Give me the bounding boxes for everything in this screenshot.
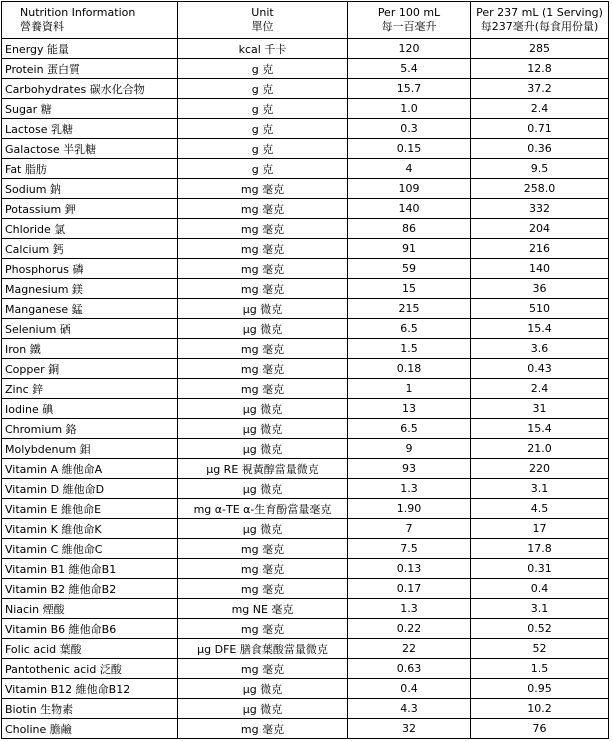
table-row: [2, 539, 609, 559]
table-row: [2, 579, 609, 599]
nutrient-name-cell: Sodium 鈉: [2, 179, 178, 199]
header-unit-en: Unit: [251, 6, 274, 19]
nutrient-name-cell: Iron 鐵: [2, 339, 178, 359]
header-unit: [178, 2, 348, 39]
table-row: [2, 119, 609, 139]
unit-cell: mg 毫克: [178, 219, 348, 239]
unit-cell: g 克: [178, 159, 348, 179]
per-serving-cell: 332: [471, 199, 609, 219]
per-serving-cell: 0.95: [471, 679, 609, 699]
table-row: [2, 159, 609, 179]
unit-cell: μg 微克: [178, 699, 348, 719]
table-row: [2, 679, 609, 699]
per-100ml-cell: 0.3: [348, 119, 471, 139]
per-100ml-cell: 0.63: [348, 659, 471, 679]
nutrient-name-cell: Choline 膽鹼: [2, 719, 178, 739]
table-row: [2, 439, 609, 459]
per-serving-cell: 3.1: [471, 599, 609, 619]
table-row: [2, 639, 609, 659]
table-row: [2, 179, 609, 199]
per-100ml-cell: 0.17: [348, 579, 471, 599]
nutrient-name-cell: Carbohydrates 碳水化合物: [2, 79, 178, 99]
unit-cell: μg 微克: [178, 679, 348, 699]
unit-cell: μg 微克: [178, 419, 348, 439]
header-per-100ml-en: Per 100 mL: [377, 6, 441, 19]
table-row: [2, 219, 609, 239]
per-100ml-cell: 93: [348, 459, 471, 479]
table-row: [2, 459, 609, 479]
per-serving-cell: 10.2: [471, 699, 609, 719]
per-100ml-cell: 0.18: [348, 359, 471, 379]
unit-cell: mg 毫克: [178, 619, 348, 639]
nutrient-name-cell: Phosphorus 磷: [2, 259, 178, 279]
nutrient-name-cell: Vitamin B6 維他命B6: [2, 619, 178, 639]
per-100ml-cell: 7: [348, 519, 471, 539]
unit-cell: mg 毫克: [178, 179, 348, 199]
table-row: [2, 359, 609, 379]
per-serving-cell: 0.43: [471, 359, 609, 379]
per-100ml-cell: 120: [348, 39, 471, 59]
table-row: [2, 479, 609, 499]
table-row: [2, 59, 609, 79]
nutrient-name-cell: Vitamin B12 維他命B12: [2, 679, 178, 699]
nutrient-name-cell: Fat 脂肪: [2, 159, 178, 179]
per-serving-cell: 0.36: [471, 139, 609, 159]
table-row: [2, 499, 609, 519]
unit-cell: μg RE 視黃醇當量微克: [178, 459, 348, 479]
nutrient-name-cell: Selenium 硒: [2, 319, 178, 339]
unit-cell: mg 毫克: [178, 719, 348, 739]
header-row: [2, 2, 609, 39]
unit-cell: g 克: [178, 99, 348, 119]
per-serving-cell: 0.4: [471, 579, 609, 599]
per-serving-cell: 258.0: [471, 179, 609, 199]
per-100ml-cell: 1.90: [348, 499, 471, 519]
per-100ml-cell: 140: [348, 199, 471, 219]
unit-cell: mg NE 毫克: [178, 599, 348, 619]
table-row: [2, 279, 609, 299]
table-row: [2, 299, 609, 319]
table-row: [2, 399, 609, 419]
nutrient-name-cell: Manganese 錳: [2, 299, 178, 319]
per-serving-cell: 17: [471, 519, 609, 539]
per-100ml-cell: 1.3: [348, 479, 471, 499]
nutrient-name-cell: Vitamin E 維他命E: [2, 499, 178, 519]
per-100ml-cell: 6.5: [348, 419, 471, 439]
per-100ml-cell: 1.5: [348, 339, 471, 359]
table-row: [2, 239, 609, 259]
unit-cell: kcal 千卡: [178, 39, 348, 59]
per-serving-cell: 31: [471, 399, 609, 419]
per-serving-cell: 37.2: [471, 79, 609, 99]
nutrient-name-cell: Vitamin D 維他命D: [2, 479, 178, 499]
per-100ml-cell: 86: [348, 219, 471, 239]
header-unit-zh: 單位: [251, 20, 274, 33]
per-serving-cell: 2.4: [471, 99, 609, 119]
table-row: [2, 659, 609, 679]
per-100ml-cell: 15: [348, 279, 471, 299]
table-row: [2, 199, 609, 219]
per-serving-cell: 216: [471, 239, 609, 259]
nutrient-name-cell: Lactose 乳糖: [2, 119, 178, 139]
table-row: [2, 519, 609, 539]
unit-cell: mg 毫克: [178, 239, 348, 259]
unit-cell: mg 毫克: [178, 379, 348, 399]
nutrient-name-cell: Potassium 鉀: [2, 199, 178, 219]
per-serving-cell: 15.4: [471, 319, 609, 339]
unit-cell: μg 微克: [178, 319, 348, 339]
per-serving-cell: 12.8: [471, 59, 609, 79]
table-row: [2, 699, 609, 719]
per-serving-cell: 204: [471, 219, 609, 239]
per-serving-cell: 17.8: [471, 539, 609, 559]
table-row: [2, 599, 609, 619]
per-100ml-cell: 0.13: [348, 559, 471, 579]
nutrient-name-cell: Folic acid 葉酸: [2, 639, 178, 659]
per-serving-cell: 52: [471, 639, 609, 659]
per-100ml-cell: 215: [348, 299, 471, 319]
per-serving-cell: 36: [471, 279, 609, 299]
nutrient-name-cell: Magnesium 鎂: [2, 279, 178, 299]
unit-cell: g 克: [178, 79, 348, 99]
per-100ml-cell: 15.7: [348, 79, 471, 99]
nutrient-name-cell: Pantothenic acid 泛酸: [2, 659, 178, 679]
unit-cell: g 克: [178, 119, 348, 139]
header-nutrient-en: Nutrition Information: [20, 6, 136, 19]
per-serving-cell: 0.31: [471, 559, 609, 579]
per-serving-cell: 3.1: [471, 479, 609, 499]
table-row: [2, 419, 609, 439]
per-serving-cell: 140: [471, 259, 609, 279]
table-row: [2, 319, 609, 339]
unit-cell: μg 微克: [178, 299, 348, 319]
nutrient-name-cell: Energy 能量: [2, 39, 178, 59]
table-row: [2, 379, 609, 399]
header-nutrient-zh: 營養資料: [20, 20, 64, 33]
nutrient-name-cell: Vitamin B2 維他命B2: [2, 579, 178, 599]
per-100ml-cell: 59: [348, 259, 471, 279]
nutrition-table: [1, 1, 609, 739]
unit-cell: μg 微克: [178, 479, 348, 499]
unit-cell: mg 毫克: [178, 659, 348, 679]
table-row: [2, 719, 609, 739]
unit-cell: mg 毫克: [178, 579, 348, 599]
per-100ml-cell: 32: [348, 719, 471, 739]
unit-cell: mg 毫克: [178, 539, 348, 559]
per-100ml-cell: 13: [348, 399, 471, 419]
nutrient-name-cell: Niacin 煙酸: [2, 599, 178, 619]
per-100ml-cell: 4: [348, 159, 471, 179]
per-100ml-cell: 0.15: [348, 139, 471, 159]
unit-cell: mg 毫克: [178, 259, 348, 279]
per-serving-cell: 510: [471, 299, 609, 319]
per-100ml-cell: 1: [348, 379, 471, 399]
per-serving-cell: 1.5: [471, 659, 609, 679]
nutrition-rows: [2, 39, 609, 739]
per-100ml-cell: 4.3: [348, 699, 471, 719]
nutrient-name-cell: Vitamin C 維他命C: [2, 539, 178, 559]
per-serving-cell: 0.71: [471, 119, 609, 139]
unit-cell: μg 微克: [178, 439, 348, 459]
nutrient-name-cell: Calcium 鈣: [2, 239, 178, 259]
header-nutrient: [2, 2, 178, 39]
per-100ml-cell: 22: [348, 639, 471, 659]
table-row: [2, 339, 609, 359]
unit-cell: mg 毫克: [178, 199, 348, 219]
per-100ml-cell: 0.4: [348, 679, 471, 699]
per-100ml-cell: 91: [348, 239, 471, 259]
header-per-serving-en: Per 237 mL (1 Serving): [476, 6, 603, 19]
table-row: [2, 259, 609, 279]
per-serving-cell: 21.0: [471, 439, 609, 459]
nutrient-name-cell: Vitamin B1 維他命B1: [2, 559, 178, 579]
per-serving-cell: 76: [471, 719, 609, 739]
per-serving-cell: 0.52: [471, 619, 609, 639]
nutrient-name-cell: Chromium 鉻: [2, 419, 178, 439]
nutrient-name-cell: Vitamin A 維他命A: [2, 459, 178, 479]
unit-cell: mg 毫克: [178, 359, 348, 379]
table-row: [2, 139, 609, 159]
nutrient-name-cell: Copper 銅: [2, 359, 178, 379]
per-serving-cell: 15.4: [471, 419, 609, 439]
per-100ml-cell: 5.4: [348, 59, 471, 79]
unit-cell: μg 微克: [178, 519, 348, 539]
nutrient-name-cell: Biotin 生物素: [2, 699, 178, 719]
per-100ml-cell: 109: [348, 179, 471, 199]
header-per-serving: [471, 2, 609, 39]
table-row: [2, 619, 609, 639]
per-100ml-cell: 7.5: [348, 539, 471, 559]
nutrient-name-cell: Chloride 氯: [2, 219, 178, 239]
per-100ml-cell: 0.22: [348, 619, 471, 639]
nutrient-name-cell: Sugar 糖: [2, 99, 178, 119]
per-serving-cell: 9.5: [471, 159, 609, 179]
per-100ml-cell: 9: [348, 439, 471, 459]
per-serving-cell: 285: [471, 39, 609, 59]
header-per-100ml-zh: 每一百毫升: [381, 20, 437, 33]
table-row: [2, 79, 609, 99]
table-row: [2, 559, 609, 579]
per-serving-cell: 4.5: [471, 499, 609, 519]
nutrient-name-cell: Zinc 鋅: [2, 379, 178, 399]
nutrient-name-cell: Protein 蛋白質: [2, 59, 178, 79]
per-100ml-cell: 1.3: [348, 599, 471, 619]
unit-cell: μg 微克: [178, 399, 348, 419]
nutrient-name-cell: Molybdenum 鉬: [2, 439, 178, 459]
per-serving-cell: 2.4: [471, 379, 609, 399]
table-row: [2, 99, 609, 119]
nutrient-name-cell: Galactose 半乳糖: [2, 139, 178, 159]
per-serving-cell: 220: [471, 459, 609, 479]
per-100ml-cell: 1.0: [348, 99, 471, 119]
unit-cell: g 克: [178, 139, 348, 159]
unit-cell: mg 毫克: [178, 559, 348, 579]
per-serving-cell: 3.6: [471, 339, 609, 359]
per-100ml-cell: 6.5: [348, 319, 471, 339]
unit-cell: mg 毫克: [178, 339, 348, 359]
unit-cell: mg α-TE α-生育酚當量毫克: [178, 499, 348, 519]
header-per-100ml: [348, 2, 471, 39]
unit-cell: μg DFE 膳食葉酸當量微克: [178, 639, 348, 659]
unit-cell: g 克: [178, 59, 348, 79]
table-row: [2, 39, 609, 59]
nutrient-name-cell: Iodine 碘: [2, 399, 178, 419]
nutrient-name-cell: Vitamin K 維他命K: [2, 519, 178, 539]
unit-cell: mg 毫克: [178, 279, 348, 299]
header-per-serving-zh: 每237毫升(每食用份量): [480, 20, 599, 33]
